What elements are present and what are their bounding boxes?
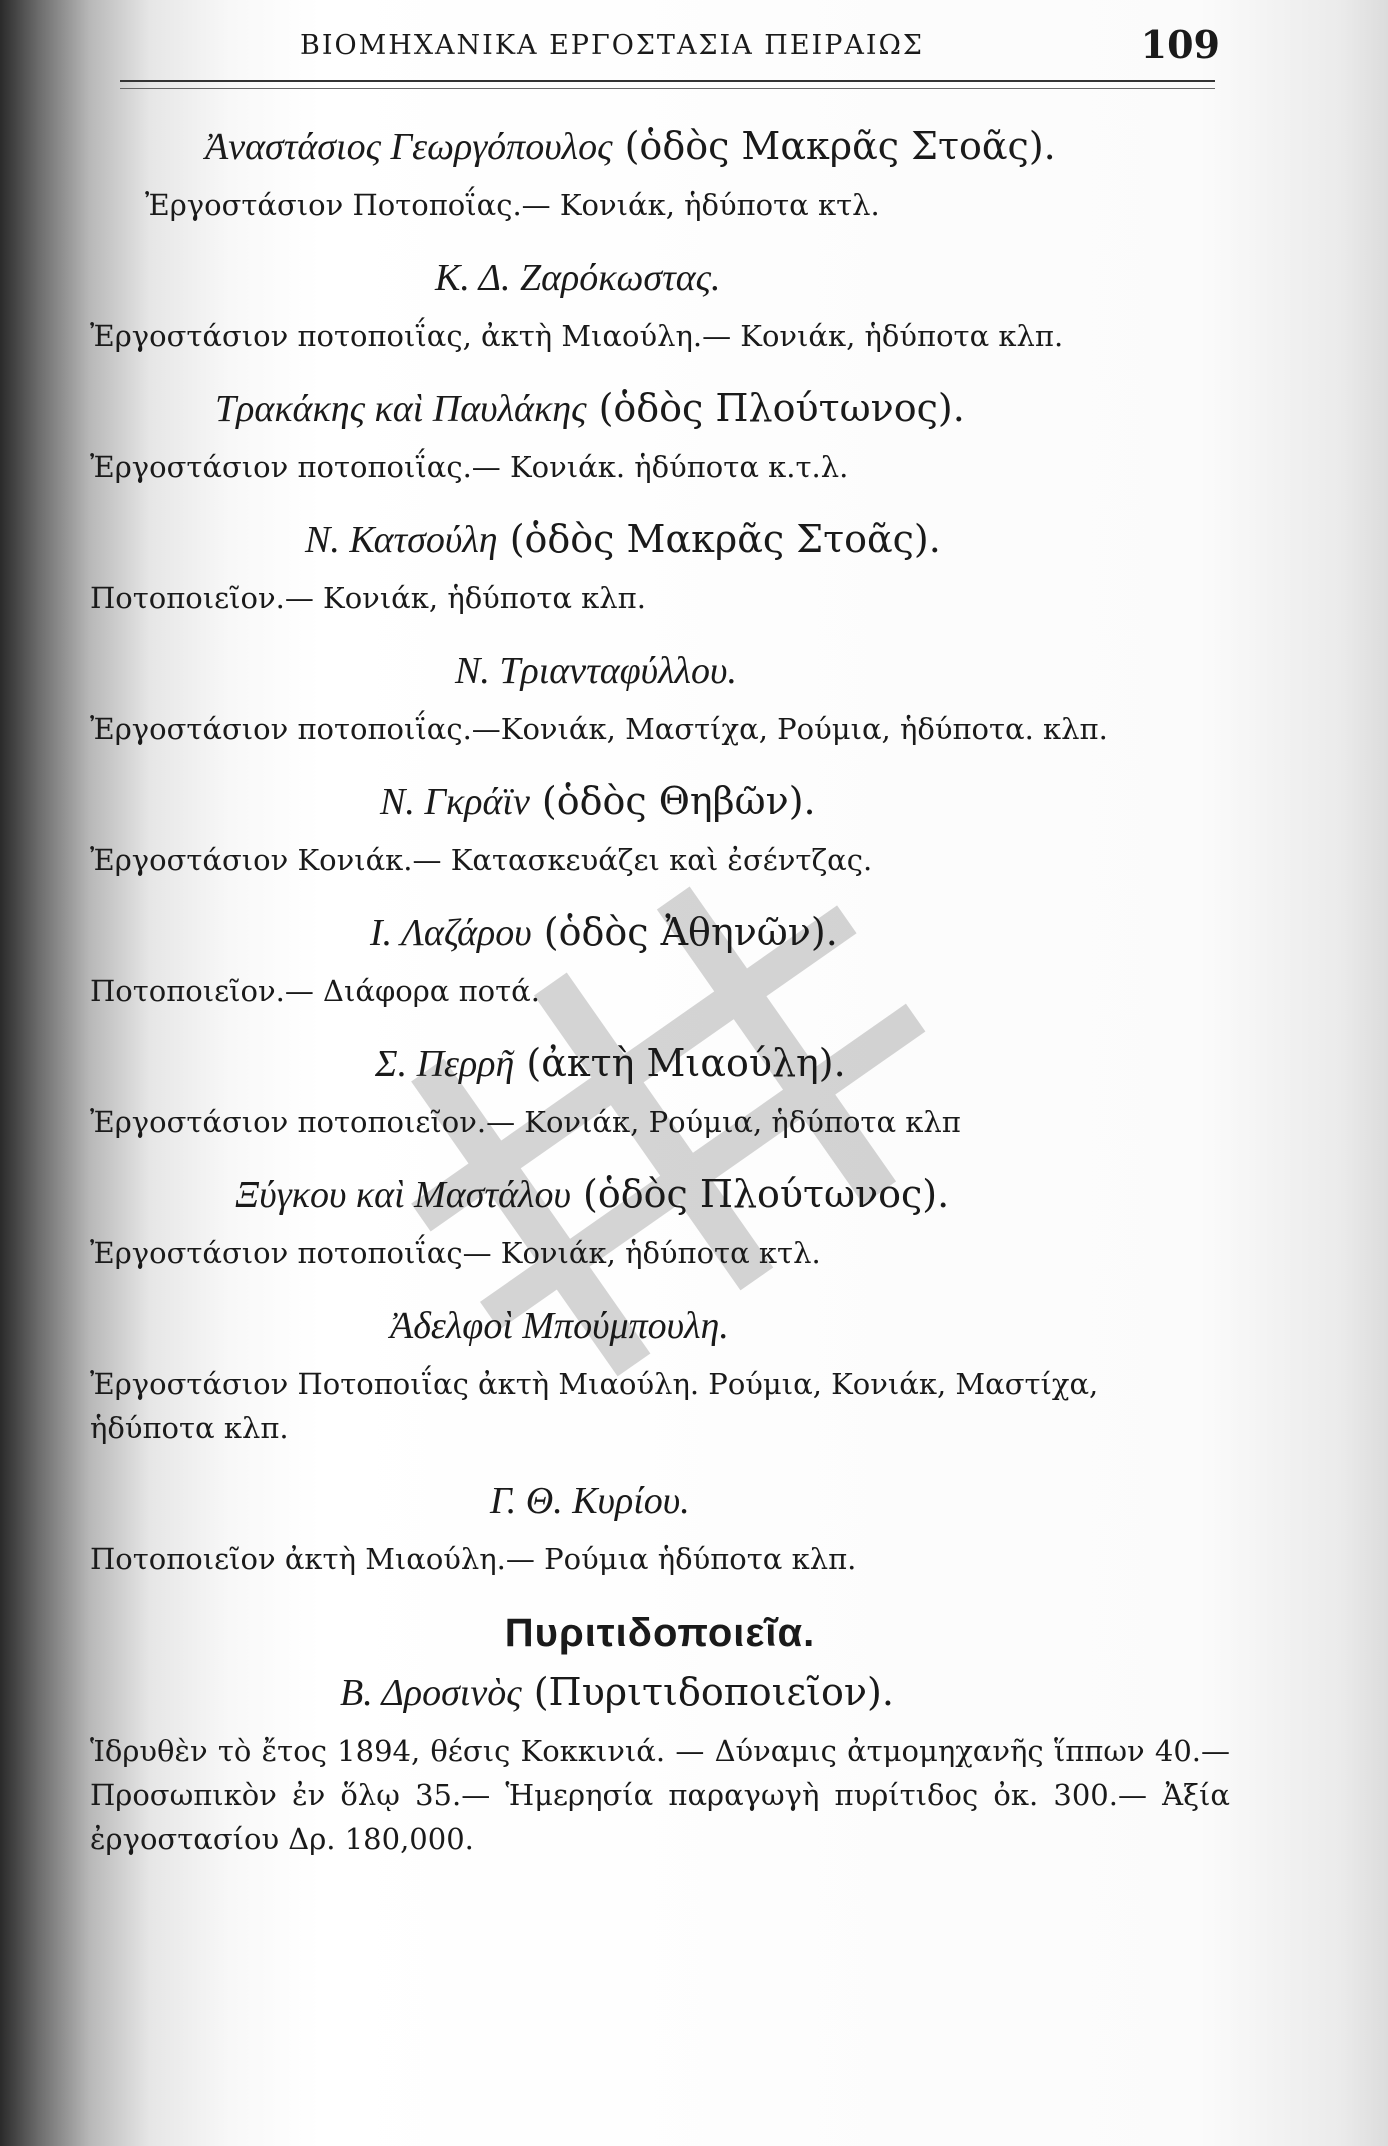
entry-description: Ἐργοστάσιον ποτοποιΐας.—Κονιάκ, Μαστίχα, Ρούμια, ἡδύποτα. κλπ.	[90, 712, 1108, 746]
page-header	[300, 22, 1220, 66]
entry-address: (ὁδὸς Μακρᾶς Στοᾶς).	[612, 124, 1056, 168]
entry-name: Τρακάκης καὶ Παυλάκης	[215, 388, 587, 430]
entry-description: Ἐργοστάσιον ποτοποιΐας, ἀκτὴ Μιαούλη.— Κονιάκ, ἡδύποτα κλπ.	[90, 319, 1064, 353]
entry-address: (ὁδὸς Ἀθηνῶν).	[531, 910, 838, 954]
entry-heading	[490, 1474, 1230, 1527]
entry-description: Ἐργοστάσιον Κονιάκ.— Κατασκευάζει καὶ ἐσέντζας.	[90, 843, 873, 877]
entry-name: Ἀδελφοὶ Μπούμπουλη.	[390, 1305, 729, 1347]
entry-kyriou	[90, 1474, 1230, 1581]
entry-name: Ν. Τριανταφύλλου.	[455, 650, 737, 692]
entry-anastasios-georgopoulos	[145, 120, 1230, 227]
entry-zarokostas	[90, 251, 1230, 358]
entry-heading	[235, 1168, 1230, 1221]
entry-heading	[435, 251, 1230, 304]
entry-description: Ἐργοστάσιον ποτοποιΐας.— Κονιάκ. ἡδύποτα κ.τ.λ.	[90, 450, 849, 484]
entry-grain	[90, 775, 1230, 882]
entry-description: Ἐργοστάσιον Ποτοποΐας.— Κονιάκ, ἡδύποτα κτλ.	[145, 188, 880, 222]
entry-heading	[380, 775, 1230, 828]
entry-description: Ἐργοστάσιον Ποτοποιΐας ἀκτὴ Μιαούλη. Ρούμια, Κονιάκ, Μαστίχα, ἡδύποτα κλπ.	[90, 1367, 1099, 1445]
entry-heading	[455, 644, 1230, 697]
entry-heading	[390, 1299, 1230, 1352]
entry-description: Ποτοποιεῖον ἀκτὴ Μιαούλη.— Ρούμια ἡδύποτα κλπ.	[90, 1542, 857, 1576]
entry-lazarou	[90, 906, 1230, 1013]
entry-name: Κ. Δ. Ζαρόκωστας.	[435, 257, 721, 299]
entry-description: Ποτοποιεῖον.— Κονιάκ, ἡδύποτα κλπ.	[90, 581, 646, 615]
entry-address: (ὁδὸς Μακρᾶς Στοᾶς).	[497, 517, 941, 561]
page-number: 109	[1140, 22, 1220, 67]
entry-heading	[305, 513, 1230, 566]
entry-heading	[370, 906, 1230, 959]
entry-description: Ἐργοστάσιον ποτοποιΐας— Κονιάκ, ἡδύποτα κτλ.	[90, 1236, 821, 1270]
section-title: Πυριτιδοποιεῖα.	[504, 1611, 816, 1655]
entry-triantafyllou	[90, 644, 1230, 751]
entry-trakakis-pavlakis	[90, 382, 1230, 489]
entry-name: Β. Δροσινὸς	[340, 1672, 522, 1714]
entry-address: (Πυριτιδοποιεῖον).	[521, 1670, 894, 1714]
entry-heading	[205, 120, 1230, 173]
entry-heading	[375, 1037, 1230, 1090]
running-title: ΒΙΟΜΗΧΑΝΙΚΑ ΕΡΓΟΣΤΑΣΙΑ ΠΕΙΡΑΙΩΣ	[300, 30, 925, 61]
entry-heading	[340, 1666, 1230, 1719]
entry-address: (ὁδὸς Πλούτωνος).	[570, 1172, 950, 1216]
entry-name: Ν. Γκράϊν	[380, 781, 530, 823]
entry-address: (ὁδὸς Πλούτωνος).	[586, 386, 965, 430]
entry-name: Γ. Θ. Κυρίου.	[490, 1480, 690, 1522]
entry-address: (ὁδὸς Θηβῶν).	[529, 779, 816, 823]
entry-perri	[90, 1037, 1230, 1144]
entry-description: Ἱδρυθὲν τὸ ἔτος 1894, θέσις Κοκκινιά. — Δύναμις ἀτμομηχανῆς ἵππων 40.— Προσωπικὸν ἐν ὅλῳ 35.— Ἡμερησία παραγωγὴ πυρίτιδος ὀκ. 300.— Ἀξία ἐργοστασίου Δρ. 180,000.	[90, 1734, 1230, 1856]
entry-name: Σ. Περρῆ	[375, 1043, 515, 1085]
entry-boumpouli	[90, 1299, 1230, 1450]
entry-name: Ἀναστάσιος Γεωργόπουλος	[205, 126, 613, 168]
entry-katsouli	[90, 513, 1230, 620]
entry-xygkou-mastalou	[90, 1168, 1230, 1275]
entry-name: Ν. Κατσούλη	[305, 519, 498, 561]
header-rule	[120, 80, 1215, 89]
entry-description: Ποτοποιεῖον.— Διάφορα ποτά.	[90, 974, 540, 1008]
entry-address: (ἀκτὴ Μιαούλη).	[514, 1041, 846, 1085]
entry-heading	[215, 382, 1230, 435]
entry-drosinos	[90, 1666, 1230, 1861]
entry-name: Ξύγκου καὶ Μαστάλου	[235, 1174, 571, 1216]
page-body	[90, 120, 1230, 1885]
entry-description: Ἐργοστάσιον ποτοποιεῖον.— Κονιάκ, Ρούμια, ἡδύποτα κλπ	[90, 1105, 961, 1139]
entry-name: Ι. Λαζάρου	[370, 912, 532, 954]
